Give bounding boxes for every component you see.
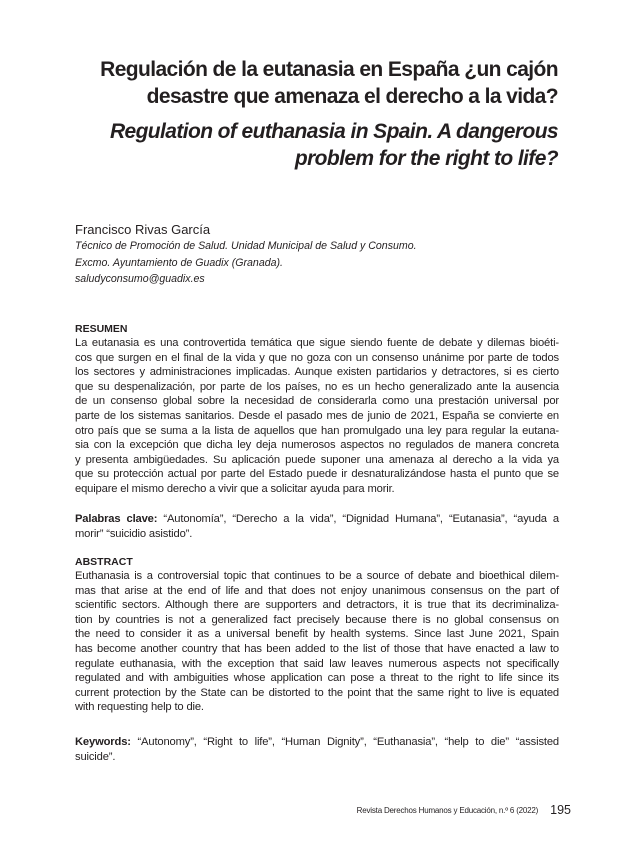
palabras-clave bbox=[75, 512, 559, 541]
resumen-line: sia con la excepción que dicha ley deja numerosos aspectos no regulados de manera concreta bbox=[75, 439, 559, 452]
abstract-body bbox=[75, 569, 559, 715]
abstract-line: regulated and with ambiguities whose application can pose a threat to the right to life since its bbox=[75, 672, 559, 685]
resumen-body bbox=[75, 336, 559, 497]
page-footer bbox=[357, 803, 571, 817]
abstract-line: the need to consider it as a universal benefit by health systems. Since last June 2021, Spain bbox=[75, 628, 559, 641]
author-email[interactable]: saludyconsumo@guadix.es bbox=[75, 273, 205, 285]
resumen-line: y presenta ambigüedades. Su aplicación puede suponer una amenaza al derecho a la vida ya bbox=[75, 453, 559, 466]
title-english-line: Regulation of euthanasia in Spain. A dangerous bbox=[109, 120, 558, 143]
palabras-clave-values-cont: morir” “suicidio asistido”. bbox=[75, 527, 193, 540]
resumen-line: cos que surgen en el final de la vida y que no goza con un consenso unánime por parte de todos bbox=[75, 351, 559, 364]
abstract-line: Euthanasia is a controversial topic that continues to be a source of debate and bioethical dilem- bbox=[75, 570, 559, 582]
palabras-clave-values: “Autonomía”, “Derecho a la vida”, “Dignidad Humana”, “Eutanasia”, “ayuda a bbox=[157, 513, 559, 525]
keywords-values: “Autonomy”, “Right to life”, “Human Dignity”, “Euthanasia”, “help to die” “assisted bbox=[130, 736, 559, 748]
keywords-label: Keywords: bbox=[75, 736, 131, 748]
title-spanish-line: desastre que amenaza el derecho a la vida? bbox=[146, 85, 558, 108]
title-english-line: problem for the right to life? bbox=[294, 147, 558, 170]
author-name: Francisco Rivas García bbox=[75, 222, 211, 237]
resumen-line: parte de los sistemas sanitarios. Desde el pasado mes de junio de 2021, España se convierte en bbox=[75, 409, 559, 422]
keywords bbox=[75, 735, 559, 764]
resumen-line: que su protección actual por parte del Estado puede ir desnaturalizándose hasta el punto que se bbox=[75, 468, 559, 481]
title-spanish bbox=[88, 56, 558, 110]
title-spanish-line: Regulación de la eutanasia en España ¿un cajón bbox=[100, 58, 558, 81]
author-affiliation: Técnico de Promoción de Salud. Unidad Municipal de Salud y Consumo. bbox=[75, 240, 417, 252]
resumen-line: los sectores y administraciones implicadas. Aunque existen partidarios y detractores, si es cierto bbox=[75, 366, 559, 379]
abstract-line: mas that arise at the end of life and that does not enjoy unanimous consensus on the part of bbox=[75, 584, 559, 597]
abstract-heading: ABSTRACT bbox=[75, 556, 133, 568]
resumen-line: que su despenalización, por parte de los países, no es un hecho generalizado ante la ausencia bbox=[75, 380, 559, 393]
resumen-line: equipare el mismo derecho a vivir que a solicitar ayuda para morir. bbox=[75, 482, 395, 495]
resumen-section bbox=[75, 322, 559, 497]
keywords-values-cont: suicide”. bbox=[75, 750, 116, 763]
abstract-line: current protection by the State can be distorted to the point that the same right to live is equated bbox=[75, 686, 559, 699]
abstract-section bbox=[75, 555, 559, 715]
abstract-line: with requesting help to die. bbox=[75, 701, 204, 714]
resumen-heading: RESUMEN bbox=[75, 323, 128, 335]
title-english bbox=[88, 118, 558, 172]
abstract-line: scientific sectors. Although there are supporters and detractors, it is true that its decriminaliza- bbox=[75, 599, 559, 612]
abstract-line: regulate euthanasia, with the exception that said law leaves numerous aspects not specifically bbox=[75, 657, 559, 670]
journal-citation: Revista Derechos Humanos y Educación, n.º 6 (2022) bbox=[356, 806, 539, 815]
palabras-clave-label: Palabras clave: bbox=[75, 513, 158, 525]
resumen-line: de un consenso global sobre la necesidad de considerarla como una prestación universal por bbox=[75, 395, 559, 408]
page-number: 195 bbox=[550, 803, 571, 817]
author-institution: Excmo. Ayuntamiento de Guadix (Granada). bbox=[75, 257, 283, 269]
resumen-line: La eutanasia es una controvertida temática que sigue siendo fuente de debate y dilemas bioéti- bbox=[75, 337, 559, 349]
abstract-line: has become another country that has been added to the list of those that have enacted a law to bbox=[75, 642, 559, 655]
resumen-line: otro país que se suma a la lista de aquellos que han promulgado una ley para regular la eutana- bbox=[75, 424, 559, 437]
abstract-line: tion by countries is not a generalized fact precisely because there is no global consensus on bbox=[75, 613, 559, 626]
